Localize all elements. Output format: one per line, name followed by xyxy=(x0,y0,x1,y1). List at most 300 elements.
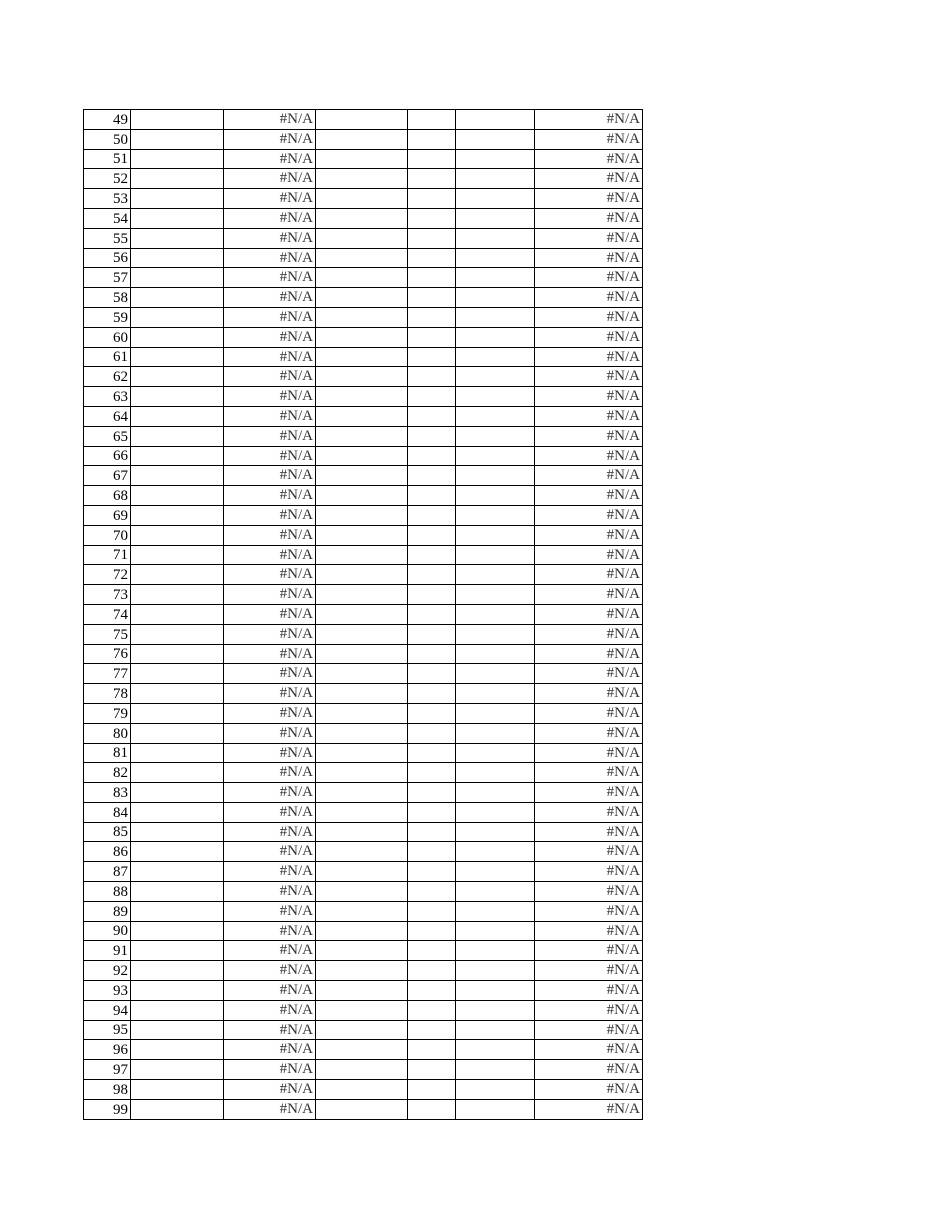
table-row xyxy=(84,248,643,268)
table-row xyxy=(84,1000,643,1020)
cell-d xyxy=(316,1080,408,1100)
cell-g-value: #N/A xyxy=(535,743,643,763)
row-number-cell: 77 xyxy=(84,664,131,684)
row-number-cell: 55 xyxy=(84,228,131,248)
table-row xyxy=(84,406,643,426)
cell-c-value: #N/A xyxy=(224,387,316,407)
row-number-cell: 54 xyxy=(84,208,131,228)
cell-b xyxy=(131,466,224,486)
cell-d xyxy=(316,585,408,605)
cell-e xyxy=(408,149,456,169)
row-number-cell: 97 xyxy=(84,1060,131,1080)
cell-b xyxy=(131,1000,224,1020)
cell-f xyxy=(456,1099,535,1119)
row-number-cell: 64 xyxy=(84,406,131,426)
cell-f xyxy=(456,347,535,367)
table-row xyxy=(84,921,643,941)
cell-b xyxy=(131,822,224,842)
cell-d xyxy=(316,189,408,209)
cell-g-value: #N/A xyxy=(535,1000,643,1020)
cell-d xyxy=(316,743,408,763)
cell-d xyxy=(316,169,408,189)
cell-e xyxy=(408,901,456,921)
cell-b xyxy=(131,981,224,1001)
cell-e xyxy=(408,248,456,268)
cell-g-value: #N/A xyxy=(535,961,643,981)
cell-d xyxy=(316,941,408,961)
cell-f xyxy=(456,802,535,822)
cell-e xyxy=(408,882,456,902)
cell-d xyxy=(316,110,408,130)
cell-d xyxy=(316,228,408,248)
row-number-cell: 49 xyxy=(84,110,131,130)
cell-b xyxy=(131,1020,224,1040)
cell-d xyxy=(316,842,408,862)
cell-c-value: #N/A xyxy=(224,961,316,981)
cell-f xyxy=(456,466,535,486)
cell-d xyxy=(316,505,408,525)
cell-c-value: #N/A xyxy=(224,466,316,486)
cell-b xyxy=(131,248,224,268)
cell-e xyxy=(408,703,456,723)
table-row xyxy=(84,624,643,644)
cell-g-value: #N/A xyxy=(535,1099,643,1119)
table-row xyxy=(84,862,643,882)
cell-g-value: #N/A xyxy=(535,228,643,248)
cell-b xyxy=(131,624,224,644)
row-number-cell: 98 xyxy=(84,1080,131,1100)
cell-c-value: #N/A xyxy=(224,664,316,684)
cell-f xyxy=(456,288,535,308)
spreadsheet-table xyxy=(83,109,643,1120)
cell-g-value: #N/A xyxy=(535,882,643,902)
cell-e xyxy=(408,961,456,981)
cell-b xyxy=(131,842,224,862)
cell-c-value: #N/A xyxy=(224,486,316,506)
cell-f xyxy=(456,901,535,921)
table-row xyxy=(84,565,643,585)
cell-e xyxy=(408,802,456,822)
cell-e xyxy=(408,268,456,288)
cell-f xyxy=(456,545,535,565)
cell-e xyxy=(408,684,456,704)
cell-g-value: #N/A xyxy=(535,1080,643,1100)
cell-b xyxy=(131,426,224,446)
cell-e xyxy=(408,565,456,585)
table-row xyxy=(84,664,643,684)
cell-d xyxy=(316,1099,408,1119)
cell-b xyxy=(131,367,224,387)
cell-b xyxy=(131,446,224,466)
cell-b xyxy=(131,882,224,902)
cell-d xyxy=(316,466,408,486)
table-row xyxy=(84,783,643,803)
cell-g-value: #N/A xyxy=(535,347,643,367)
row-number-cell: 86 xyxy=(84,842,131,862)
cell-e xyxy=(408,1099,456,1119)
cell-d xyxy=(316,921,408,941)
cell-b xyxy=(131,406,224,426)
table-row xyxy=(84,525,643,545)
cell-g-value: #N/A xyxy=(535,565,643,585)
cell-d xyxy=(316,545,408,565)
cell-e xyxy=(408,743,456,763)
cell-e xyxy=(408,862,456,882)
cell-c-value: #N/A xyxy=(224,110,316,130)
cell-f xyxy=(456,585,535,605)
cell-b xyxy=(131,1040,224,1060)
cell-d xyxy=(316,288,408,308)
cell-c-value: #N/A xyxy=(224,129,316,149)
cell-b xyxy=(131,129,224,149)
cell-f xyxy=(456,208,535,228)
cell-c-value: #N/A xyxy=(224,862,316,882)
cell-c-value: #N/A xyxy=(224,763,316,783)
row-number-cell: 85 xyxy=(84,822,131,842)
row-number-cell: 81 xyxy=(84,743,131,763)
cell-d xyxy=(316,1000,408,1020)
cell-f xyxy=(456,624,535,644)
table-row xyxy=(84,307,643,327)
row-number-cell: 57 xyxy=(84,268,131,288)
table-row xyxy=(84,802,643,822)
cell-e xyxy=(408,129,456,149)
cell-g-value: #N/A xyxy=(535,110,643,130)
cell-g-value: #N/A xyxy=(535,842,643,862)
cell-c-value: #N/A xyxy=(224,228,316,248)
table-row xyxy=(84,129,643,149)
cell-f xyxy=(456,565,535,585)
row-number-cell: 53 xyxy=(84,189,131,209)
cell-e xyxy=(408,486,456,506)
cell-b xyxy=(131,486,224,506)
cell-b xyxy=(131,723,224,743)
cell-f xyxy=(456,169,535,189)
row-number-cell: 61 xyxy=(84,347,131,367)
cell-b xyxy=(131,585,224,605)
cell-g-value: #N/A xyxy=(535,981,643,1001)
table-row xyxy=(84,981,643,1001)
cell-g-value: #N/A xyxy=(535,129,643,149)
cell-d xyxy=(316,783,408,803)
cell-b xyxy=(131,505,224,525)
cell-c-value: #N/A xyxy=(224,1080,316,1100)
cell-d xyxy=(316,664,408,684)
cell-d xyxy=(316,149,408,169)
table-row xyxy=(84,684,643,704)
cell-e xyxy=(408,525,456,545)
cell-c-value: #N/A xyxy=(224,347,316,367)
cell-c-value: #N/A xyxy=(224,208,316,228)
table-row xyxy=(84,822,643,842)
table-row xyxy=(84,426,643,446)
table-row xyxy=(84,268,643,288)
row-number-cell: 69 xyxy=(84,505,131,525)
cell-g-value: #N/A xyxy=(535,1020,643,1040)
cell-c-value: #N/A xyxy=(224,169,316,189)
cell-g-value: #N/A xyxy=(535,822,643,842)
cell-c-value: #N/A xyxy=(224,723,316,743)
row-number-cell: 83 xyxy=(84,783,131,803)
cell-b xyxy=(131,387,224,407)
cell-g-value: #N/A xyxy=(535,288,643,308)
row-number-cell: 80 xyxy=(84,723,131,743)
row-number-cell: 60 xyxy=(84,327,131,347)
cell-f xyxy=(456,1040,535,1060)
cell-b xyxy=(131,208,224,228)
cell-g-value: #N/A xyxy=(535,406,643,426)
table-row xyxy=(84,149,643,169)
cell-f xyxy=(456,1020,535,1040)
cell-c-value: #N/A xyxy=(224,406,316,426)
cell-c-value: #N/A xyxy=(224,307,316,327)
cell-f xyxy=(456,822,535,842)
cell-g-value: #N/A xyxy=(535,367,643,387)
cell-d xyxy=(316,208,408,228)
cell-f xyxy=(456,268,535,288)
cell-b xyxy=(131,604,224,624)
cell-b xyxy=(131,743,224,763)
cell-f xyxy=(456,426,535,446)
cell-g-value: #N/A xyxy=(535,189,643,209)
cell-f xyxy=(456,723,535,743)
row-number-cell: 75 xyxy=(84,624,131,644)
cell-d xyxy=(316,901,408,921)
cell-b xyxy=(131,110,224,130)
cell-b xyxy=(131,169,224,189)
cell-b xyxy=(131,703,224,723)
cell-e xyxy=(408,347,456,367)
cell-f xyxy=(456,862,535,882)
cell-c-value: #N/A xyxy=(224,1060,316,1080)
table-row xyxy=(84,763,643,783)
cell-g-value: #N/A xyxy=(535,248,643,268)
cell-g-value: #N/A xyxy=(535,466,643,486)
cell-f xyxy=(456,941,535,961)
cell-f xyxy=(456,703,535,723)
cell-b xyxy=(131,565,224,585)
cell-e xyxy=(408,941,456,961)
cell-c-value: #N/A xyxy=(224,941,316,961)
table-row xyxy=(84,1099,643,1119)
cell-b xyxy=(131,921,224,941)
cell-g-value: #N/A xyxy=(535,901,643,921)
cell-b xyxy=(131,1060,224,1080)
table-row xyxy=(84,505,643,525)
cell-b xyxy=(131,189,224,209)
cell-g-value: #N/A xyxy=(535,486,643,506)
cell-b xyxy=(131,268,224,288)
row-number-cell: 87 xyxy=(84,862,131,882)
cell-d xyxy=(316,565,408,585)
cell-g-value: #N/A xyxy=(535,327,643,347)
cell-b xyxy=(131,149,224,169)
table-row xyxy=(84,941,643,961)
row-number-cell: 92 xyxy=(84,961,131,981)
cell-c-value: #N/A xyxy=(224,1020,316,1040)
cell-f xyxy=(456,228,535,248)
cell-d xyxy=(316,486,408,506)
cell-e xyxy=(408,981,456,1001)
cell-d xyxy=(316,981,408,1001)
cell-d xyxy=(316,525,408,545)
table-row xyxy=(84,1080,643,1100)
row-number-cell: 68 xyxy=(84,486,131,506)
cell-e xyxy=(408,189,456,209)
cell-c-value: #N/A xyxy=(224,981,316,1001)
cell-c-value: #N/A xyxy=(224,684,316,704)
cell-d xyxy=(316,1060,408,1080)
cell-d xyxy=(316,387,408,407)
row-number-cell: 63 xyxy=(84,387,131,407)
cell-c-value: #N/A xyxy=(224,802,316,822)
row-number-cell: 67 xyxy=(84,466,131,486)
cell-b xyxy=(131,327,224,347)
cell-e xyxy=(408,288,456,308)
cell-d xyxy=(316,446,408,466)
cell-g-value: #N/A xyxy=(535,862,643,882)
table-row xyxy=(84,208,643,228)
cell-e xyxy=(408,208,456,228)
cell-g-value: #N/A xyxy=(535,1060,643,1080)
cell-e xyxy=(408,426,456,446)
cell-c-value: #N/A xyxy=(224,505,316,525)
table-row xyxy=(84,604,643,624)
table-row xyxy=(84,961,643,981)
row-number-cell: 78 xyxy=(84,684,131,704)
cell-b xyxy=(131,525,224,545)
row-number-cell: 95 xyxy=(84,1020,131,1040)
table-row xyxy=(84,723,643,743)
cell-e xyxy=(408,169,456,189)
cell-c-value: #N/A xyxy=(224,1040,316,1060)
cell-g-value: #N/A xyxy=(535,703,643,723)
cell-c-value: #N/A xyxy=(224,426,316,446)
cell-g-value: #N/A xyxy=(535,664,643,684)
cell-g-value: #N/A xyxy=(535,268,643,288)
cell-g-value: #N/A xyxy=(535,1040,643,1060)
cell-c-value: #N/A xyxy=(224,525,316,545)
cell-g-value: #N/A xyxy=(535,149,643,169)
cell-d xyxy=(316,763,408,783)
cell-f xyxy=(456,1080,535,1100)
row-number-cell: 82 xyxy=(84,763,131,783)
cell-c-value: #N/A xyxy=(224,327,316,347)
table-row xyxy=(84,347,643,367)
cell-g-value: #N/A xyxy=(535,387,643,407)
cell-g-value: #N/A xyxy=(535,624,643,644)
cell-e xyxy=(408,585,456,605)
cell-e xyxy=(408,367,456,387)
cell-c-value: #N/A xyxy=(224,822,316,842)
table-row xyxy=(84,842,643,862)
cell-g-value: #N/A xyxy=(535,604,643,624)
cell-d xyxy=(316,604,408,624)
cell-g-value: #N/A xyxy=(535,446,643,466)
cell-c-value: #N/A xyxy=(224,585,316,605)
cell-e xyxy=(408,783,456,803)
cell-b xyxy=(131,783,224,803)
table-row xyxy=(84,327,643,347)
cell-g-value: #N/A xyxy=(535,585,643,605)
cell-c-value: #N/A xyxy=(224,1000,316,1020)
row-number-cell: 79 xyxy=(84,703,131,723)
cell-f xyxy=(456,684,535,704)
cell-b xyxy=(131,961,224,981)
table-row xyxy=(84,169,643,189)
cell-d xyxy=(316,1040,408,1060)
table-row xyxy=(84,367,643,387)
cell-f xyxy=(456,1000,535,1020)
cell-d xyxy=(316,802,408,822)
cell-d xyxy=(316,347,408,367)
cell-g-value: #N/A xyxy=(535,802,643,822)
cell-c-value: #N/A xyxy=(224,842,316,862)
row-number-cell: 58 xyxy=(84,288,131,308)
cell-f xyxy=(456,248,535,268)
cell-f xyxy=(456,189,535,209)
row-number-cell: 71 xyxy=(84,545,131,565)
cell-d xyxy=(316,882,408,902)
cell-d xyxy=(316,822,408,842)
cell-e xyxy=(408,505,456,525)
cell-b xyxy=(131,307,224,327)
cell-g-value: #N/A xyxy=(535,684,643,704)
row-number-cell: 89 xyxy=(84,901,131,921)
table-row xyxy=(84,387,643,407)
cell-e xyxy=(408,446,456,466)
cell-f xyxy=(456,406,535,426)
cell-d xyxy=(316,1020,408,1040)
table-row xyxy=(84,1020,643,1040)
table-row xyxy=(84,446,643,466)
cell-c-value: #N/A xyxy=(224,268,316,288)
cell-f xyxy=(456,783,535,803)
table-row xyxy=(84,189,643,209)
cell-f xyxy=(456,486,535,506)
cell-e xyxy=(408,1060,456,1080)
cell-c-value: #N/A xyxy=(224,149,316,169)
cell-e xyxy=(408,763,456,783)
table-row xyxy=(84,228,643,248)
cell-f xyxy=(456,921,535,941)
cell-c-value: #N/A xyxy=(224,743,316,763)
cell-f xyxy=(456,367,535,387)
row-number-cell: 70 xyxy=(84,525,131,545)
cell-g-value: #N/A xyxy=(535,644,643,664)
cell-d xyxy=(316,862,408,882)
cell-b xyxy=(131,802,224,822)
cell-f xyxy=(456,149,535,169)
row-number-cell: 94 xyxy=(84,1000,131,1020)
cell-c-value: #N/A xyxy=(224,288,316,308)
row-number-cell: 90 xyxy=(84,921,131,941)
cell-f xyxy=(456,961,535,981)
cell-b xyxy=(131,941,224,961)
cell-e xyxy=(408,723,456,743)
row-number-cell: 91 xyxy=(84,941,131,961)
cell-c-value: #N/A xyxy=(224,644,316,664)
row-number-cell: 66 xyxy=(84,446,131,466)
cell-b xyxy=(131,644,224,664)
cell-f xyxy=(456,307,535,327)
cell-e xyxy=(408,545,456,565)
cell-g-value: #N/A xyxy=(535,307,643,327)
cell-c-value: #N/A xyxy=(224,189,316,209)
cell-c-value: #N/A xyxy=(224,446,316,466)
cell-d xyxy=(316,406,408,426)
table-row xyxy=(84,288,643,308)
